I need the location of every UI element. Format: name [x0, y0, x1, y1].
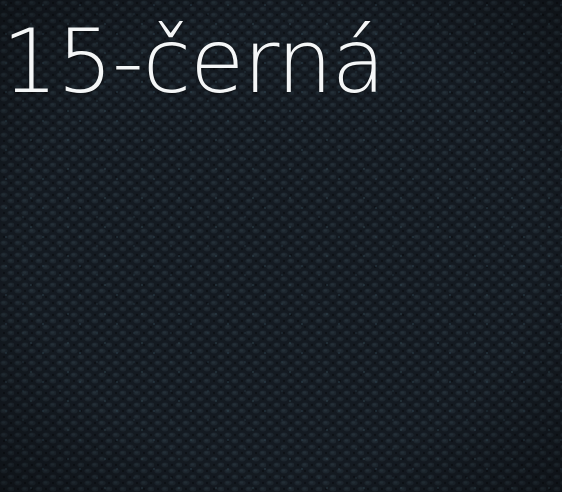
- swatch-label: 15-černá: [2, 10, 385, 113]
